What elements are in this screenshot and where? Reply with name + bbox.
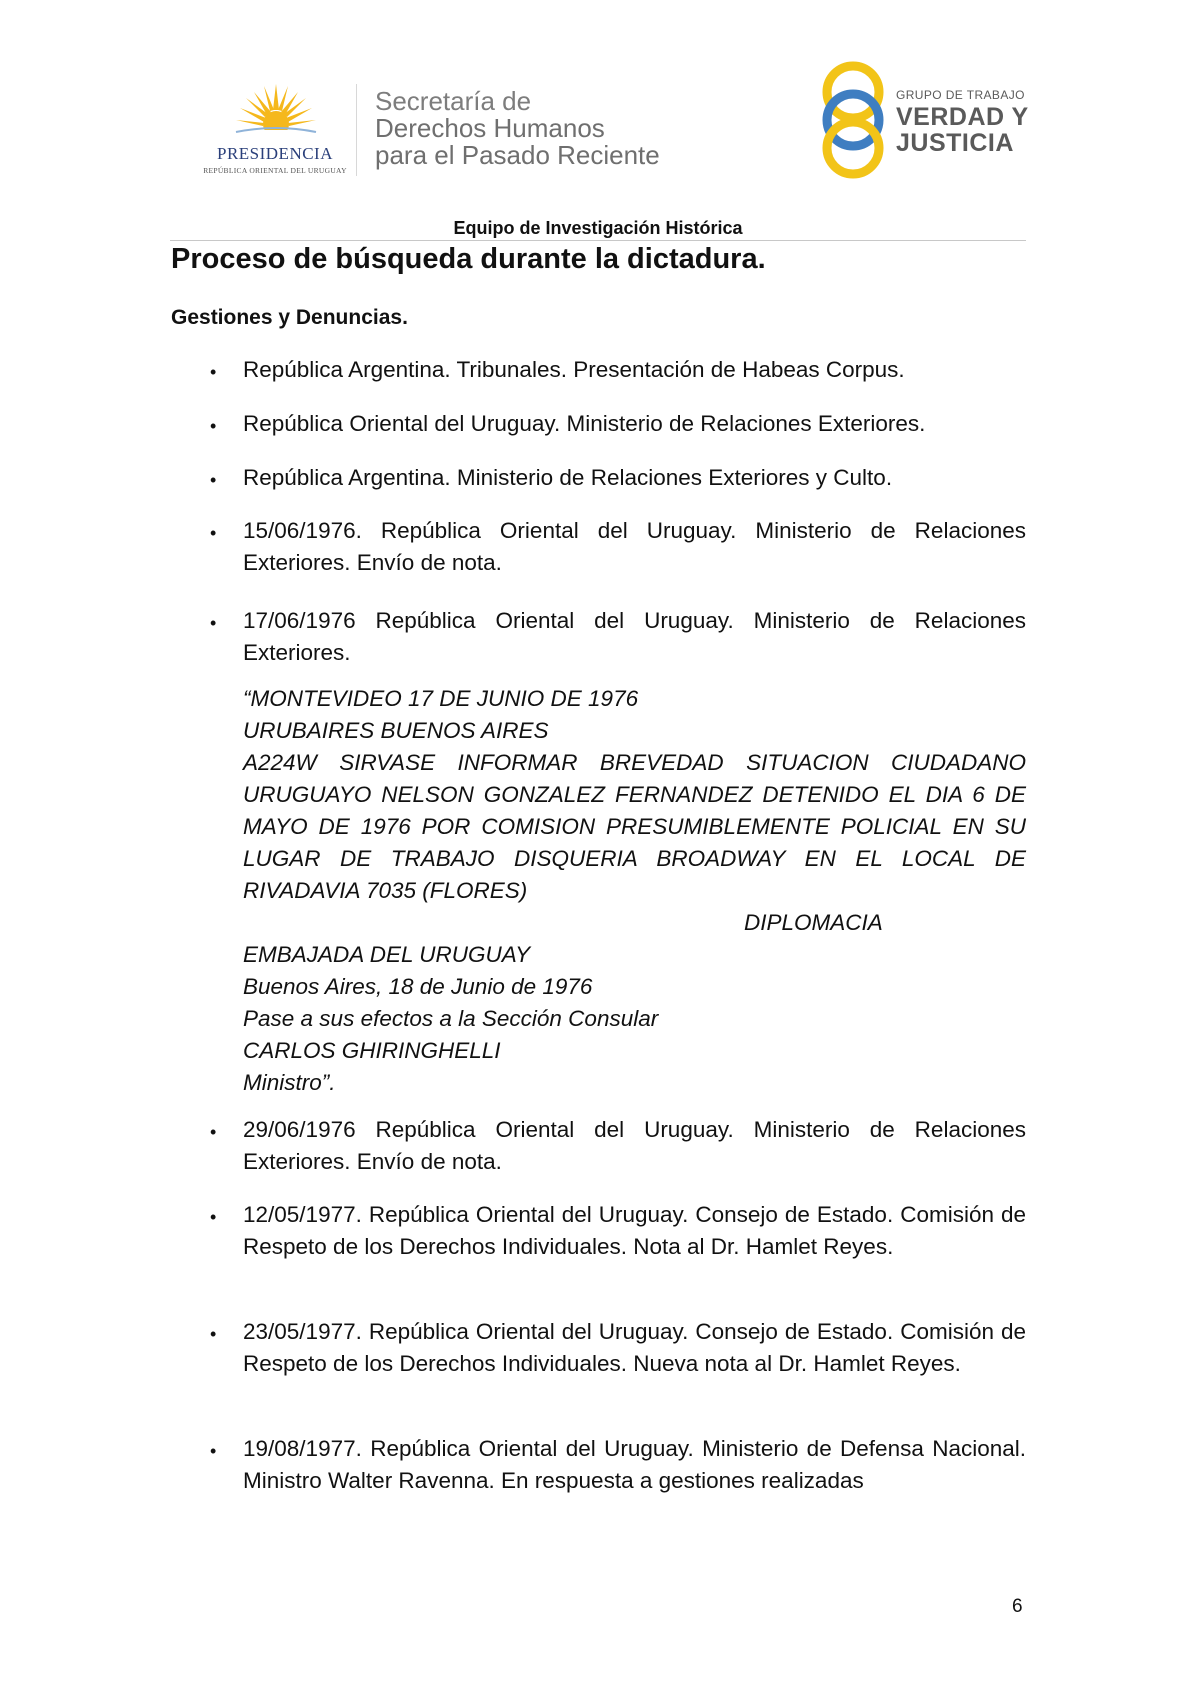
verdad-justicia-logo — [820, 58, 1030, 182]
list-item: República Argentina. Ministerio de Relaciones Exteriores y Culto. — [243, 465, 893, 490]
quote-line: CARLOS GHIRINGHELLI — [243, 1038, 501, 1063]
header-rule — [170, 240, 1026, 241]
list-item: República Oriental del Uruguay. Ministerio de Relaciones Exteriores. — [243, 411, 926, 436]
quoted-telegram — [243, 683, 1026, 1099]
vyj-line-1: VERDAD Y — [896, 103, 1029, 131]
secretaria-line-1: Secretaría de — [375, 86, 532, 116]
vyj-small-label: GRUPO DE TRABAJO — [896, 88, 1025, 102]
team-header: Equipo de Investigación Histórica — [453, 218, 743, 238]
vyj-line-2: JUSTICIA — [896, 129, 1014, 157]
secretaria-line-3: para el Pasado Reciente — [375, 140, 660, 170]
list-item: 23/05/1977. República Oriental del Uruguay. Consejo de Estado. Comisión de Respeto de los Derechos Individuales. Nueva nota al Dr. Hamlet Reyes. — [243, 1319, 1026, 1376]
linked-rings-icon — [820, 58, 886, 182]
list-item: 17/06/1976 República Oriental del Uruguay. Ministerio de Relaciones Exteriores. — [243, 608, 1026, 665]
bullet-icon: • — [210, 523, 217, 543]
bullet-icon: • — [210, 362, 217, 382]
quote-line: Pase a sus efectos a la Sección Consular — [243, 1006, 659, 1031]
quote-line: Ministro”. — [243, 1070, 336, 1095]
page-number: 6 — [1012, 1596, 1023, 1617]
bullet-icon: • — [210, 1207, 217, 1227]
page-title: Proceso de búsqueda durante la dictadura. — [171, 243, 766, 275]
bullet-icon: • — [210, 1441, 217, 1461]
section-subtitle: Gestiones y Denuncias. — [171, 306, 408, 329]
quote-diplomacia: DIPLOMACIA — [744, 910, 883, 935]
presidencia-word: PRESIDENCIA — [216, 144, 333, 163]
quote-paragraph: A224W SIRVASE INFORMAR BREVEDAD SITUACION CIUDADANO URUGUAYO NELSON GONZALEZ FERNANDEZ DETENIDO EL DIA 6 DE MAYO DE 1976 POR COMISION PRESUMIBLEMENTE POLICIAL EN SU LUGAR DE TRABAJO DISQUERIA BROADWAY EN EL LOCAL DE RIVADAVIA 7035 (FLORES) — [243, 750, 1026, 903]
presidencia-logo — [196, 80, 354, 176]
bullet-icon: • — [210, 416, 217, 436]
presidencia-subtitle: REPÚBLICA ORIENTAL DEL URUGUAY — [203, 166, 347, 175]
bullet-icon: • — [210, 470, 217, 490]
bullet-icon: • — [210, 1122, 217, 1142]
list-item: 19/08/1977. República Oriental del Uruguay. Ministerio de Defensa Nacional. Ministro Walter Ravenna. En respuesta a gestiones realizadas — [243, 1436, 1026, 1493]
list-item: 12/05/1977. República Oriental del Uruguay. Consejo de Estado. Comisión de Respeto de los Derechos Individuales. Nota al Dr. Hamlet Reyes. — [243, 1202, 1026, 1259]
list-item: 15/06/1976. República Oriental del Uruguay. Ministerio de Relaciones Exteriores. Envío de nota. — [243, 518, 1026, 575]
bullet-icon: • — [210, 1324, 217, 1344]
list-item: 29/06/1976 República Oriental del Uruguay. Ministerio de Relaciones Exteriores. Envío de nota. — [243, 1117, 1026, 1174]
quote-line: EMBAJADA DEL URUGUAY — [243, 942, 531, 967]
secretaria-line-2: Derechos Humanos — [375, 113, 605, 143]
logo-divider — [356, 84, 357, 176]
quote-line: Buenos Aires, 18 de Junio de 1976 — [243, 974, 593, 999]
quote-spacer — [243, 907, 1026, 939]
sun-emblem-icon — [234, 80, 318, 136]
quote-line: “MONTEVIDEO 17 DE JUNIO DE 1976 — [243, 686, 639, 711]
bullet-icon: • — [210, 613, 217, 633]
quote-line: URUBAIRES BUENOS AIRES — [243, 718, 549, 743]
list-item: República Argentina. Tribunales. Presentación de Habeas Corpus. — [243, 357, 905, 382]
secretaria-logo-text — [375, 88, 660, 169]
